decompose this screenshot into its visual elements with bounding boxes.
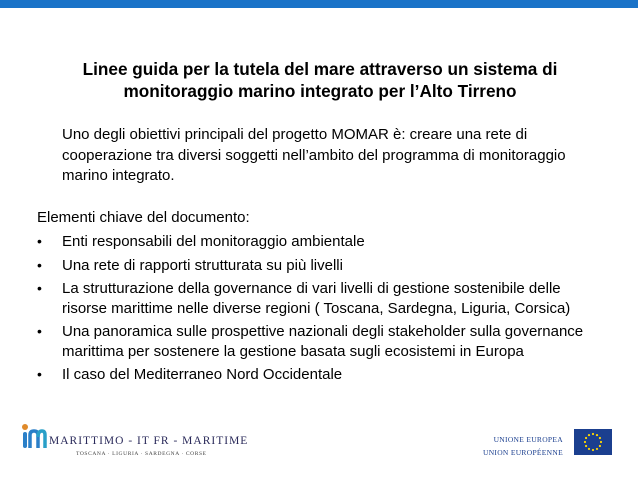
program-logo — [21, 423, 249, 463]
eu-flag-icon — [574, 429, 612, 455]
bullet-icon: • — [37, 323, 42, 339]
eu-star-icon — [584, 441, 586, 443]
eu-star-icon — [599, 445, 601, 447]
list-item-text: Una panoramica sulle prospettive nazionali degli stakeholder sulla governance marittima per sostenere la gestione basata sugli ecosistemi in Europa — [62, 323, 584, 360]
top-accent-band — [0, 0, 638, 8]
eu-star-icon — [585, 445, 587, 447]
eu-label-it: UNIONE EUROPEA — [493, 435, 563, 444]
eu-star-icon — [588, 434, 590, 436]
list-item — [37, 256, 607, 276]
eu-star-icon — [600, 441, 602, 443]
elements-heading: Elementi chiave del documento: — [37, 209, 250, 226]
eu-star-icon — [592, 449, 594, 451]
eu-star-icon — [596, 434, 598, 436]
bullet-icon: • — [37, 256, 42, 273]
list-item — [37, 322, 607, 361]
key-elements-list — [37, 232, 607, 389]
intro-paragraph: Uno degli obiettivi principali del progetto MOMAR è: creare una rete di cooperazione tra diversi soggetti nell’ambito del programma di monitoraggio marino integrato. — [62, 126, 566, 184]
list-item-text: Enti responsabili del monitoraggio ambientale — [62, 233, 365, 250]
eu-label-fr: UNION EUROPÉENNE — [482, 448, 563, 457]
list-item-text: La strutturazione della governance di vari livelli di gestione sostenibile delle risorse marittime nelle diverse regioni ( Toscana, Sardegna, Liguria, Corsica) — [62, 280, 571, 317]
list-item-text: Il caso del Mediterraneo Nord Occidentale — [62, 366, 343, 383]
program-regions: TOSCANA · LIGURIA · SARDEGNA · CORSE — [76, 451, 207, 457]
slide-title: Linee guida per la tutela del mare attraverso un sistema di monitoraggio marino integrato per l’Alto Tirreno — [82, 59, 558, 101]
eu-star-icon — [596, 448, 598, 450]
bullet-icon: • — [37, 233, 42, 249]
program-logo-mark-icon — [21, 423, 47, 453]
eu-star-icon — [599, 437, 601, 439]
bullet-icon: • — [37, 366, 42, 382]
eu-star-icon — [592, 433, 594, 435]
eu-label — [483, 433, 563, 459]
list-item — [37, 232, 607, 252]
list-item-text: Una rete di rapporti strutturata su più livelli — [62, 256, 343, 274]
list-item — [37, 279, 607, 318]
eu-star-icon — [588, 448, 590, 450]
program-name: MARITTIMO - IT FR - MARITIME — [49, 435, 249, 447]
bullet-icon: • — [37, 280, 42, 296]
eu-star-icon — [585, 437, 587, 439]
list-item — [37, 365, 607, 385]
